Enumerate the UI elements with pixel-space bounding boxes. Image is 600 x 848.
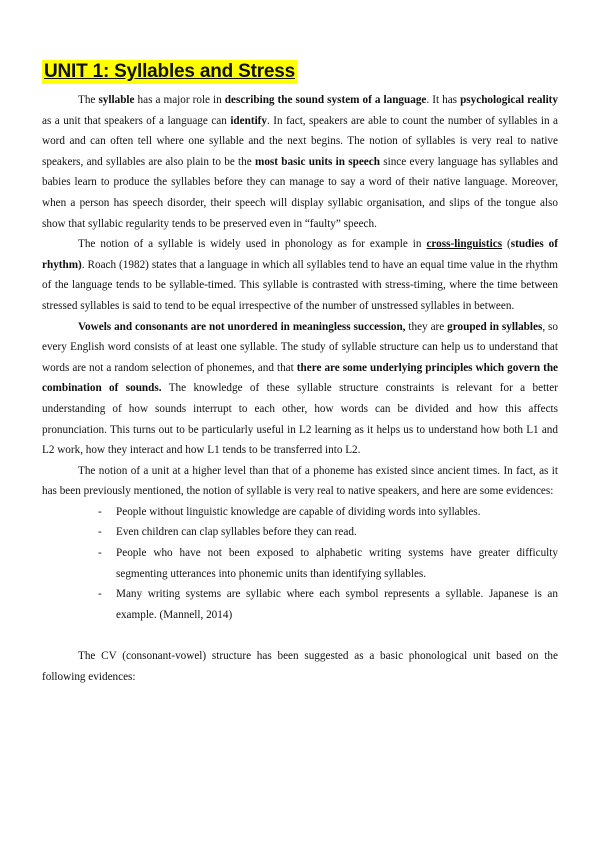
text-run: they are [405,320,448,333]
text-run: The [78,94,99,106]
list-item [98,543,558,584]
paragraph-vowels-consonants [42,317,558,461]
bold-underlined-term: cross-linguistics [426,238,503,251]
text-run: . Roach (1982) states that a language in which all syllables tend to have an equal time value in the rhythm of the language tends to be syllable-timed. This syllable is contrasted with stress-timing, where the time between stressed syllables is said to tend to be equal irrespective of the number of unstressed syllables in between. [42,258,558,312]
text-run: , so every English word consists of at least one syllable. The study of syllable structure can help us to understand that words are not a random selection of phonemes, and that [42,320,558,374]
bold-term: Vowels and consonants are not unordered in meaningless succession, [78,320,406,333]
list-item [98,522,558,543]
text-run: since every language has syllables and babies learn to produce the syllables before they can manage to say a word of their native language. Moreover, when a person has speech disorder, their speech will display syllabic organisation, and slips of the tongue also show that syllabic regularity tends to be preserved even in “faulty” speech. [42,155,558,230]
bold-term: syllable [98,94,135,106]
list-item [98,584,558,625]
text-run: . In fact, speakers are able to count the number of syllables in a word and can often tell where one syllable and the next begins. The notion of syllables is very real to native speakers, and syllables are also plain to be the [42,114,559,168]
bold-term: identify [230,114,267,127]
bold-term: there are some underlying principles which govern the combination of sounds. [42,361,559,395]
bold-term: psychological reality [460,94,558,106]
text-run: ( [502,238,511,251]
text-run: The notion of a syllable is widely used in phonology as for example in [78,238,427,251]
text-run: . It has [426,94,461,106]
bold-term: studies of rhythm) [42,238,558,271]
paragraph-syllable-role [42,90,558,234]
list-item-text: People without linguistic knowledge are capable of dividing words into syllables. [116,505,481,518]
bullet-dash: - [98,547,102,560]
unit-title: UNIT 1: Syllables and Stress [44,61,295,82]
paragraph-cv-structure: The CV (consonant-vowel) structure has been suggested as a basic phonological unit based on the following evidences: [42,650,558,684]
bullet-dash: - [98,526,102,539]
bold-term: most basic units in speech [255,155,380,168]
list-item-text: Many writing systems are syllabic where each symbol represents a syllable. Japanese is an example. (Mannell, 2014) [116,588,558,621]
paragraph-higher-unit: The notion of a unit at a higher level than that of a phoneme has existed since ancient times. In fact, as it has been previously mentioned, the notion of syllable is very real to native speakers, and here are some evidences: [42,464,558,498]
evidence-list [42,502,558,626]
list-item-text: People who have not been exposed to alphabetic writing systems have greater difficulty segmenting utterances into phonemic units than identifying syllables. [116,547,558,580]
bold-term: describing the sound system of a language [224,94,427,106]
bullet-dash: - [98,588,102,601]
list-item-text: Even children can clap syllables before they can read. [116,526,357,539]
text-run: The knowledge of these syllable structure constraints is relevant for a better understanding of how sounds interrupt to each other, how words can be divided and how this affects pronunciation. This turns out to be particularly useful in L2 learning as it helps us to understand how both L1 and L2 work, how they interact and how L1 tends to be transferred into L2. [42,382,558,457]
text-run: has a major role in [134,94,225,106]
blank-line [42,625,558,646]
paragraph-phonology-rhythm [42,234,558,316]
bullet-dash: - [98,505,102,518]
list-item [98,502,558,523]
document-page [42,60,558,688]
bold-term: grouped in syllables [447,320,543,333]
text-run: as a unit that speakers of a language can [42,114,231,127]
